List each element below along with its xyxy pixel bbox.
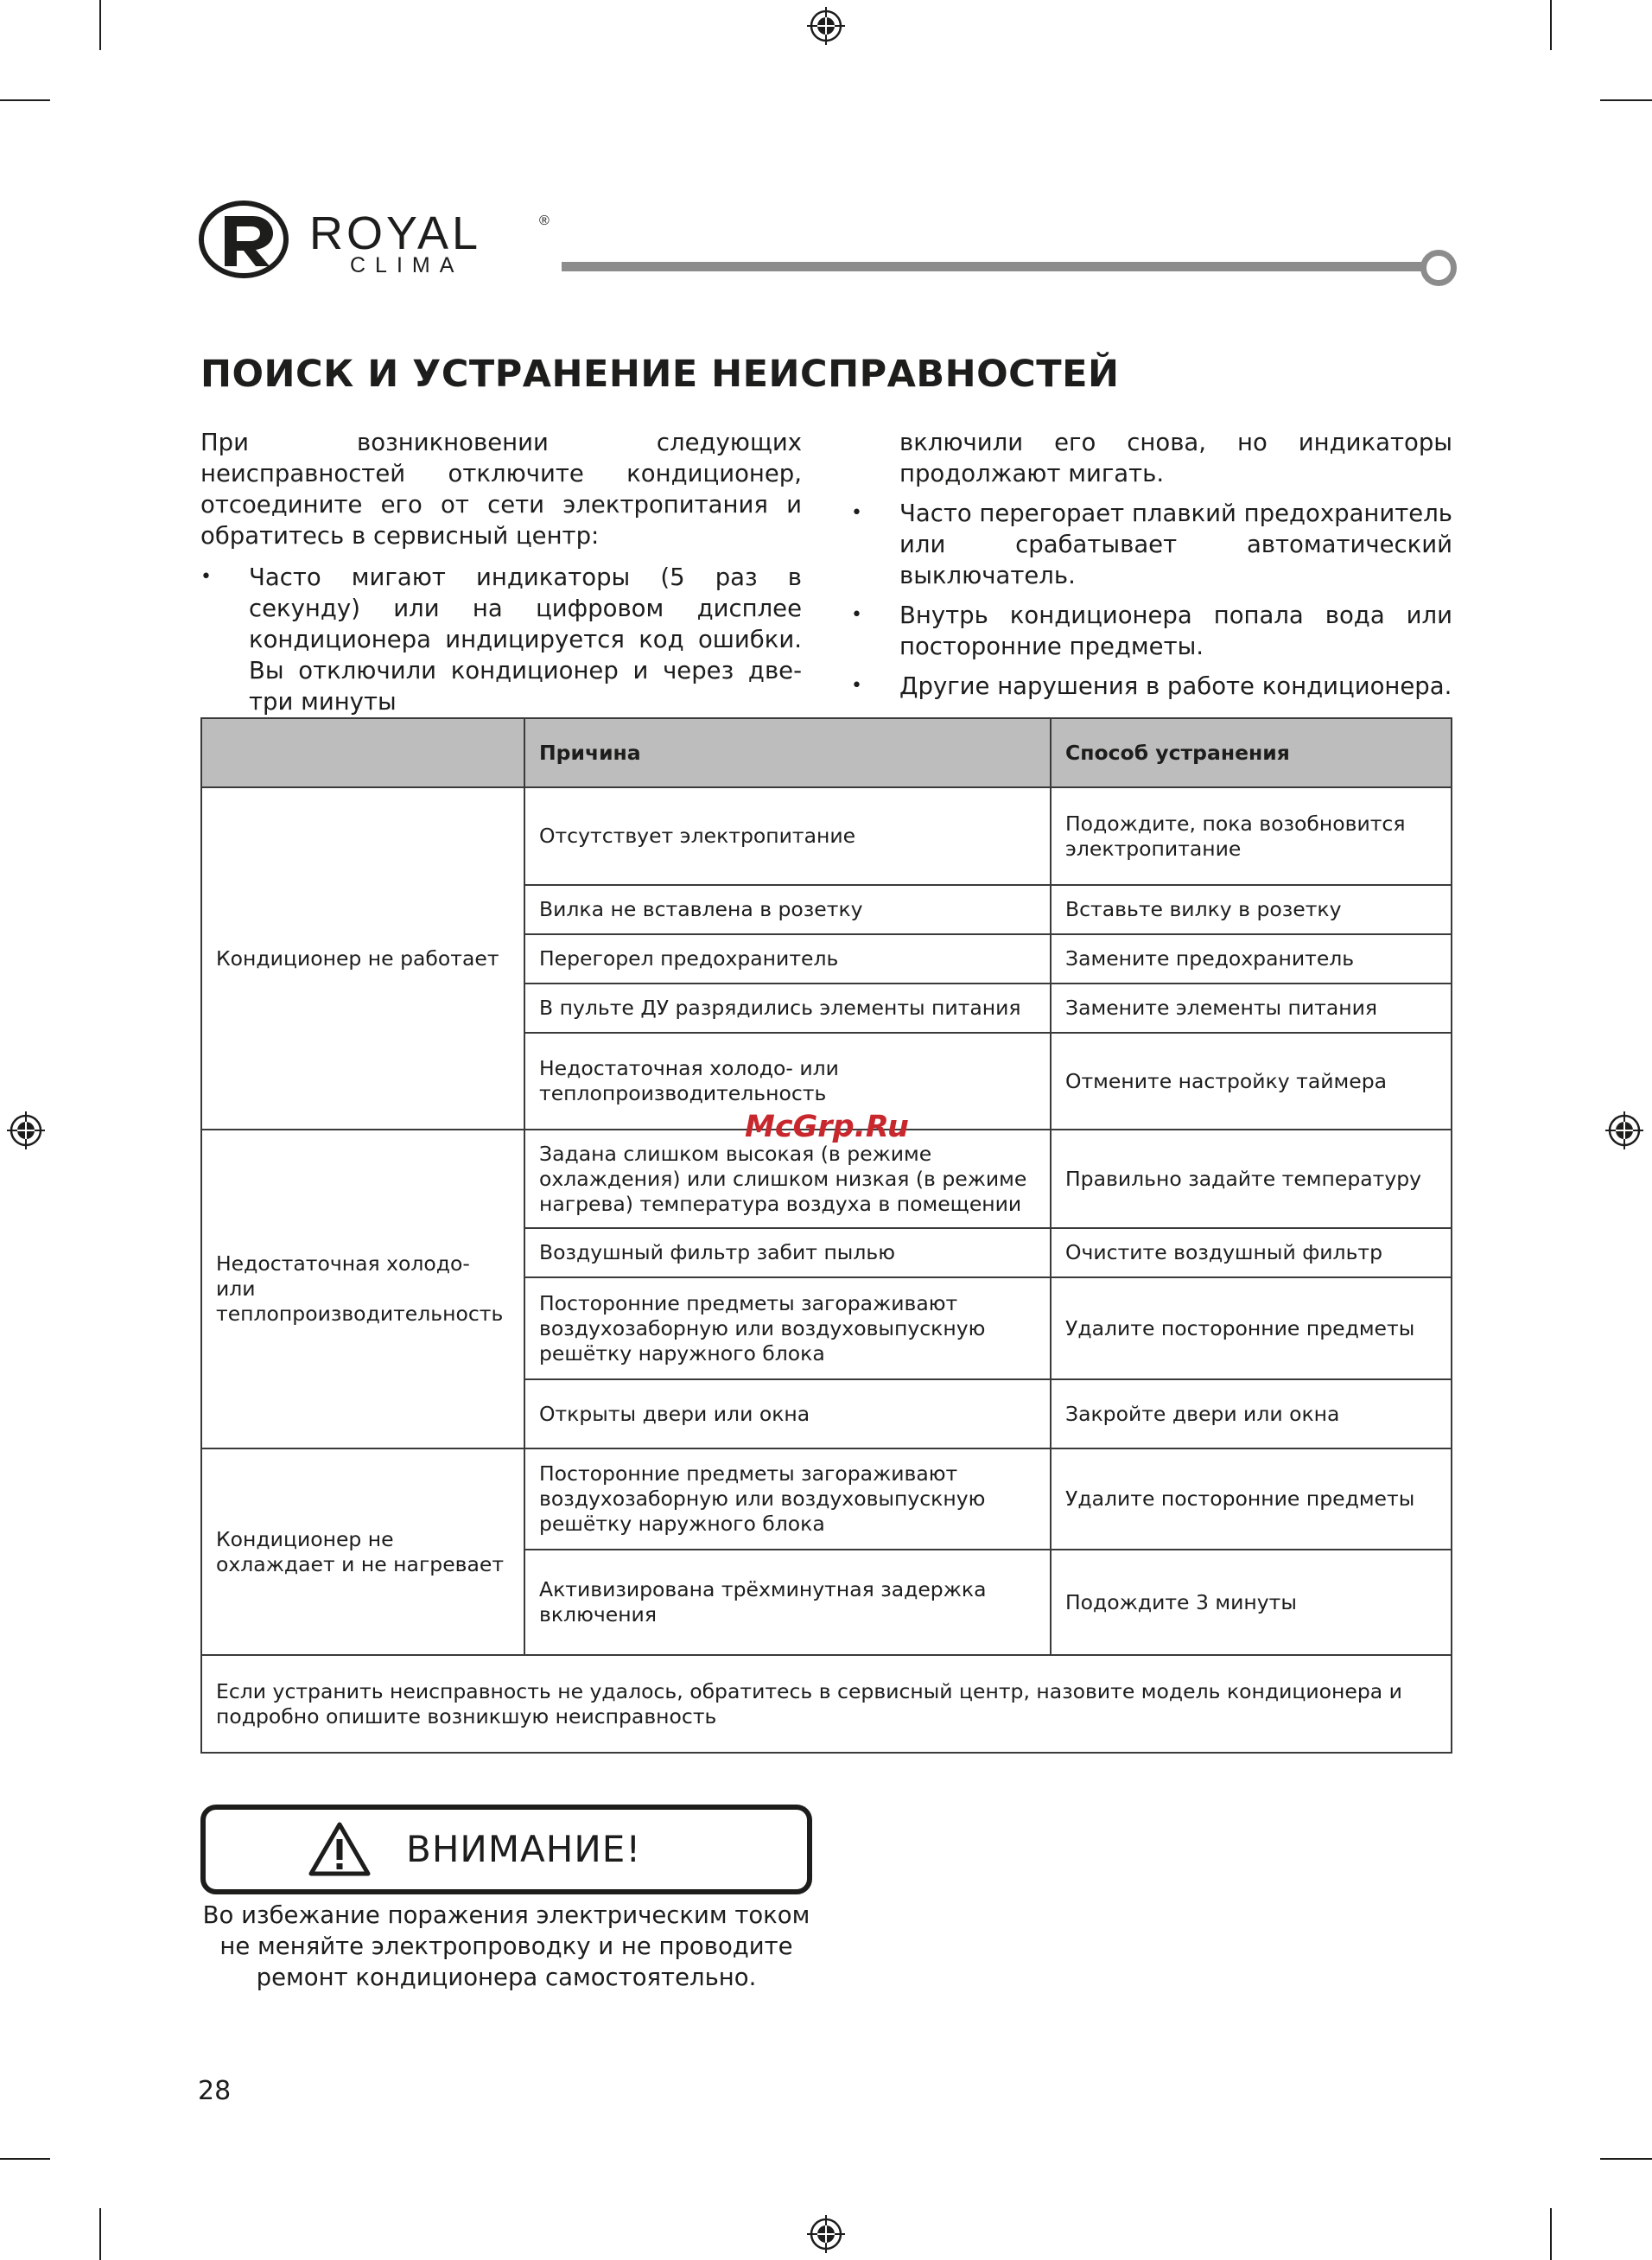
crop-mark	[99, 0, 101, 50]
header-solution-cell: Способ устранения	[1051, 718, 1452, 787]
watermark: McGrp.Ru	[745, 1110, 909, 1144]
registration-mark-icon	[1605, 1111, 1643, 1149]
crop-mark	[1550, 2208, 1552, 2260]
cause-cell: Задана слишком высокая (в режиме охлаждения) или слишком низкая (в режиме нагрева) температура воздуха в помещении	[524, 1130, 1051, 1228]
intro-left-column	[200, 427, 802, 717]
solution-cell: Замените элементы питания	[1051, 984, 1452, 1033]
cause-cell: Посторонние предметы загораживают воздухозаборную или воздуховыпускную решётку наружного блока	[524, 1448, 1051, 1550]
header-problem-cell	[201, 718, 524, 787]
page-number: 28	[198, 2076, 232, 2106]
cause-cell: Вилка не вставлена в розетку	[524, 885, 1051, 934]
solution-cell: Закройте двери или окна	[1051, 1379, 1452, 1448]
solution-cell: Отмените настройку таймера	[1051, 1033, 1452, 1130]
svg-text:ROYAL: ROYAL	[309, 207, 482, 259]
solution-cell: Удалите посторонние предметы	[1051, 1277, 1452, 1379]
cause-cell: Недостаточная холодо- или теплопроизводительность	[524, 1033, 1051, 1130]
list-item: • Другие нарушения в работе кондиционера.	[851, 671, 1452, 702]
registration-mark-icon	[807, 7, 845, 45]
header-rule-ring	[1420, 250, 1457, 286]
problem-cell: Кондиционер не охлаждает и не нагревает	[201, 1448, 524, 1655]
brand-logo-mark	[199, 201, 562, 283]
cause-cell: Открыты двери или окна	[524, 1379, 1051, 1448]
solution-cell: Правильно задайте температуру	[1051, 1130, 1452, 1228]
warning-triangle-icon	[308, 1820, 372, 1877]
cause-cell: Активизирована трёхминутная задержка включения	[524, 1550, 1051, 1655]
brand-logo	[199, 201, 562, 286]
solution-cell: Удалите посторонние предметы	[1051, 1448, 1452, 1550]
problem-cell: Кондиционер не работает	[201, 787, 524, 1130]
list-item: • Часто перегорает плавкий предохранитель или срабатывает автоматический выключатель.	[851, 498, 1452, 591]
cause-cell: Перегорел предохранитель	[524, 934, 1051, 984]
list-item-continuation: включили его снова, но индикаторы продолжают мигать.	[899, 429, 1452, 487]
list-item: • Часто мигают индикаторы (5 раз в секунду) или на цифровом дисплее кондиционера индицируется код ошибки. Вы отключили кондиционер и через две-три минуты	[200, 562, 802, 717]
page-title: ПОИСК И УСТРАНЕНИЕ НЕИСПРАВНОСТЕЙ	[200, 353, 1120, 396]
cause-cell: В пульте ДУ разрядились элементы питания	[524, 984, 1051, 1033]
cause-cell: Отсутствует электропитание	[524, 787, 1051, 885]
warning-text: Во избежание поражения электрическим током не меняйте электропроводку и не проводите ремонт кондиционера самостоятельно.	[202, 1901, 810, 1991]
fault-list	[200, 562, 802, 717]
crop-mark	[0, 99, 50, 101]
solution-cell: Очистите воздушный фильтр	[1051, 1228, 1452, 1277]
registration-mark-icon	[807, 2215, 845, 2253]
crop-mark	[0, 2158, 50, 2160]
cause-cell: Посторонние предметы загораживают воздухозаборную или воздуховыпускную решётку наружного блока	[524, 1277, 1051, 1379]
header-rule	[562, 262, 1426, 271]
solution-cell: Подождите, пока возобновится электропитание	[1051, 787, 1452, 885]
table-row	[201, 787, 1452, 885]
intro-right-column	[851, 427, 1452, 710]
header-cause-cell: Причина	[524, 718, 1051, 787]
list-item: • Внутрь кондиционера попала вода или посторонние предметы.	[851, 600, 1452, 662]
troubleshooting-table	[200, 717, 1452, 1754]
crop-mark	[1600, 2158, 1652, 2160]
footer-cell: Если устранить неисправность не удалось, обратитесь в сервисный центр, назовите модель кондиционера и подробно опишите возникшую неисправность	[201, 1655, 1452, 1753]
solution-cell: Вставьте вилку в розетку	[1051, 885, 1452, 934]
crop-mark	[99, 2208, 101, 2260]
fault-list	[851, 498, 1452, 702]
svg-text:CLIMA: CLIMA	[350, 253, 464, 277]
warning-box	[200, 1805, 812, 1894]
table-row	[201, 1448, 1452, 1550]
table-row	[201, 1130, 1452, 1228]
intro-paragraph: При возникновении следующих неисправностей отключите кондиционер, отсоедините его от сети электропитания и обратитесь в сервисный центр:	[200, 429, 802, 550]
solution-cell: Подождите 3 минуты	[1051, 1550, 1452, 1655]
solution-cell: Замените предохранитель	[1051, 934, 1452, 984]
crop-mark	[1600, 99, 1652, 101]
svg-text:®: ®	[539, 213, 550, 228]
problem-cell: Недостаточная холодо- или теплопроизводительность	[201, 1130, 524, 1448]
registration-mark-icon	[7, 1111, 45, 1149]
crop-mark	[1550, 0, 1552, 50]
table-footer-row	[201, 1655, 1452, 1753]
cause-cell: Воздушный фильтр забит пылью	[524, 1228, 1051, 1277]
table-header-row	[201, 718, 1452, 787]
warning-title: ВНИМАНИЕ!	[406, 1828, 642, 1870]
